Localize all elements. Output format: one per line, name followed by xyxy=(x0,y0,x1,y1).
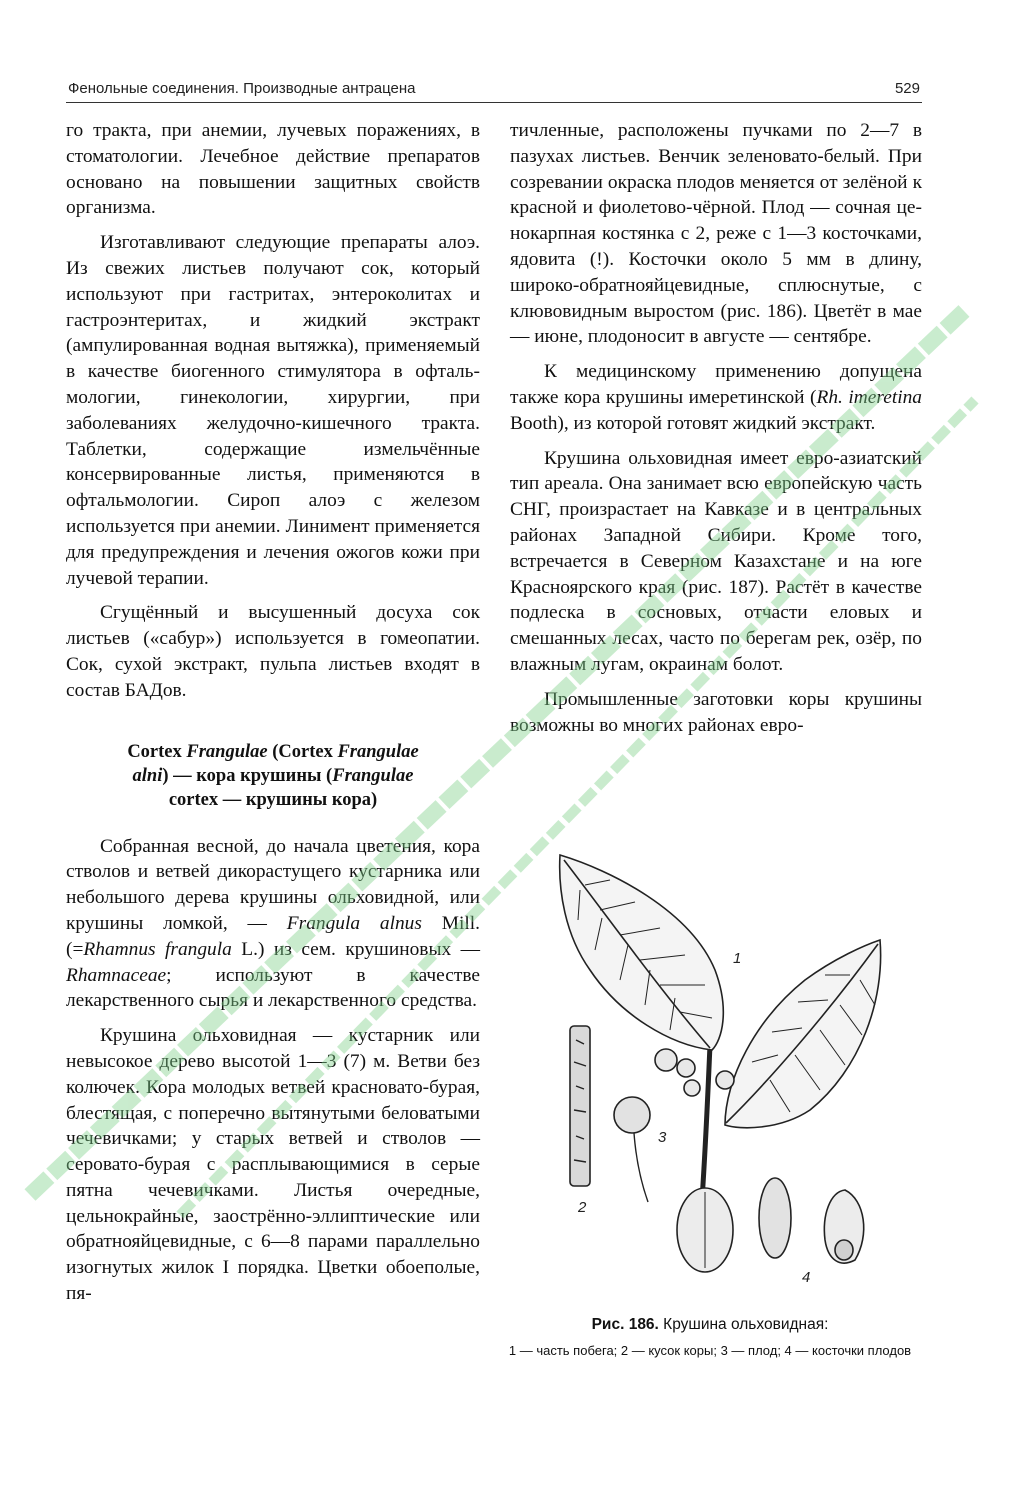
right-column xyxy=(510,118,922,738)
berry-2 xyxy=(677,1059,695,1077)
left-paragraph-1: го тракта, при анемии, лучевых поражениях, в стоматологии. Лечебное действие препаратов основано на повышении защитных свойств организма. xyxy=(66,120,480,219)
caption-title: Рис. 186. xyxy=(591,1316,659,1333)
running-header xyxy=(68,76,920,102)
caption-text: Крушина ольховидная: xyxy=(658,1316,829,1333)
figure-186 xyxy=(540,840,920,1300)
figure-label-4: 4 xyxy=(802,1269,811,1286)
berry-4 xyxy=(716,1071,734,1089)
fruit xyxy=(614,1097,650,1133)
berry-3 xyxy=(684,1080,700,1096)
right-paragraph-3: Крушина ольховидная имеет евро-азиатский тип ареала. Она занимает всю европейскую часть СНГ, произрастает на Кавказе и в центральных районах Западной Сибири. Кроме того, встречается в Северном Казахстане и на юге Красноярского края (рис. 187). Растёт в качестве подлеска в сосновых, отчасти еловых и смешанных лесах, часто по берегам рек, озёр, по влажным лугам, окраинам болот. xyxy=(510,447,922,675)
leaf-upper xyxy=(560,855,724,1050)
figure-caption xyxy=(500,1316,920,1360)
section-heading: Cortex Frangulae (Cortex Frangulae alni) — кора крушины (Frangulae cortex — крушины кора) xyxy=(127,741,419,810)
page-number: 529 xyxy=(894,80,920,97)
left-paragraph-3: Сгущённый и высушенный досуха сок листьев («сабур») используется в гомеопатии. Сок, сухой экстракт, пульпа листьев входят в состав БАДов. xyxy=(66,602,480,701)
seed-2 xyxy=(759,1178,791,1258)
right-paragraph-4: Промышленные заготовки коры крушины возможны во многих районах евро- xyxy=(510,688,922,736)
caption-items: 1 — часть побега; 2 — кусок коры; 3 — плод; 4 — косточки плодов xyxy=(508,1343,912,1358)
left-paragraph-4: Собранная весной, до начала цветения, кора стволов и ветвей дикорастущего кустарника или небольшого дерева крушины ольховидной, или крушины ломкой, — Frangula alnus Mill. (=Rhamnus frangula L.) из сем. крушиновых — Rhamnaceae; используют в качестве лекарственного сырья и лекарственного средства. xyxy=(66,835,480,1012)
buckthorn-illustration xyxy=(540,840,920,1300)
left-paragraph-2: Изготавливают следующие препараты алоэ. Из свежих листьев получают сок, который используют при гастритах, энтероколитах и гастроэнтеритах, и жидкий экстракт (ампулированная водная вытяжка), применяемый в качестве биогенного стимулятора в офтальмологии, гинекологии, хирургии, при заболеваниях желудочно-кишечного тракта. Таблетки, содержащие измельчённые консервированные листья, применяются в офтальмологии. Сироп алоэ с железом используется при анемии. Линимент применяется для предупреждения и лечения ожогов кожи при лучевой терапии. xyxy=(66,232,480,589)
running-title: Фенольные соединения. Производные антрацена xyxy=(68,80,416,97)
left-column xyxy=(66,118,480,1307)
figure-label-3: 3 xyxy=(658,1129,667,1146)
left-paragraph-5: Крушина ольховидная — кустарник или невысокое дерево высотой 1—3 (7) м. Ветви без колючек. Кора молодых ветвей красновато-бурая, блестящая, с поперечно вытянутыми беловатыми чечевичками; у старых ветвей и стволов — серовато-бурая с расплывающимися в серые пятна чечевичками. Листья очередные, цельнокрайные, заострённо-эллиптические или обратнояйцевидные, с 6—8 парами параллельно изогнутых жилок I порядка. Цветки обоеполые, пя- xyxy=(66,1025,480,1305)
right-paragraph-2: К медицинскому применению допущена также кора крушины имеретинской (Rh. imeretina Booth), из которой готовят жидкий экстракт. xyxy=(510,361,922,434)
bark-piece xyxy=(570,1026,590,1186)
right-paragraph-1: тичленные, расположены пучками по 2—7 в пазухах листьев. Венчик зеленовато-белый. При созревании окраска плодов меняется от зелёной к красной и фиолетово-чёрной. Плод — сочная ценокарпная костянка с 2, реже с 1—3 косточками, ядовита (!). Косточки около 5 мм в длину, широко-обратнояйцевидные, сплюснутые, с клювовидным выростом (рис. 186). Цветёт в мае — июне, плодоносит в августе — сентябре. xyxy=(510,120,922,348)
stem xyxy=(702,1045,710,1200)
berry-1 xyxy=(655,1049,677,1071)
figure-label-2: 2 xyxy=(578,1199,587,1216)
figure-label-1: 1 xyxy=(733,950,742,967)
header-rule xyxy=(66,102,922,103)
